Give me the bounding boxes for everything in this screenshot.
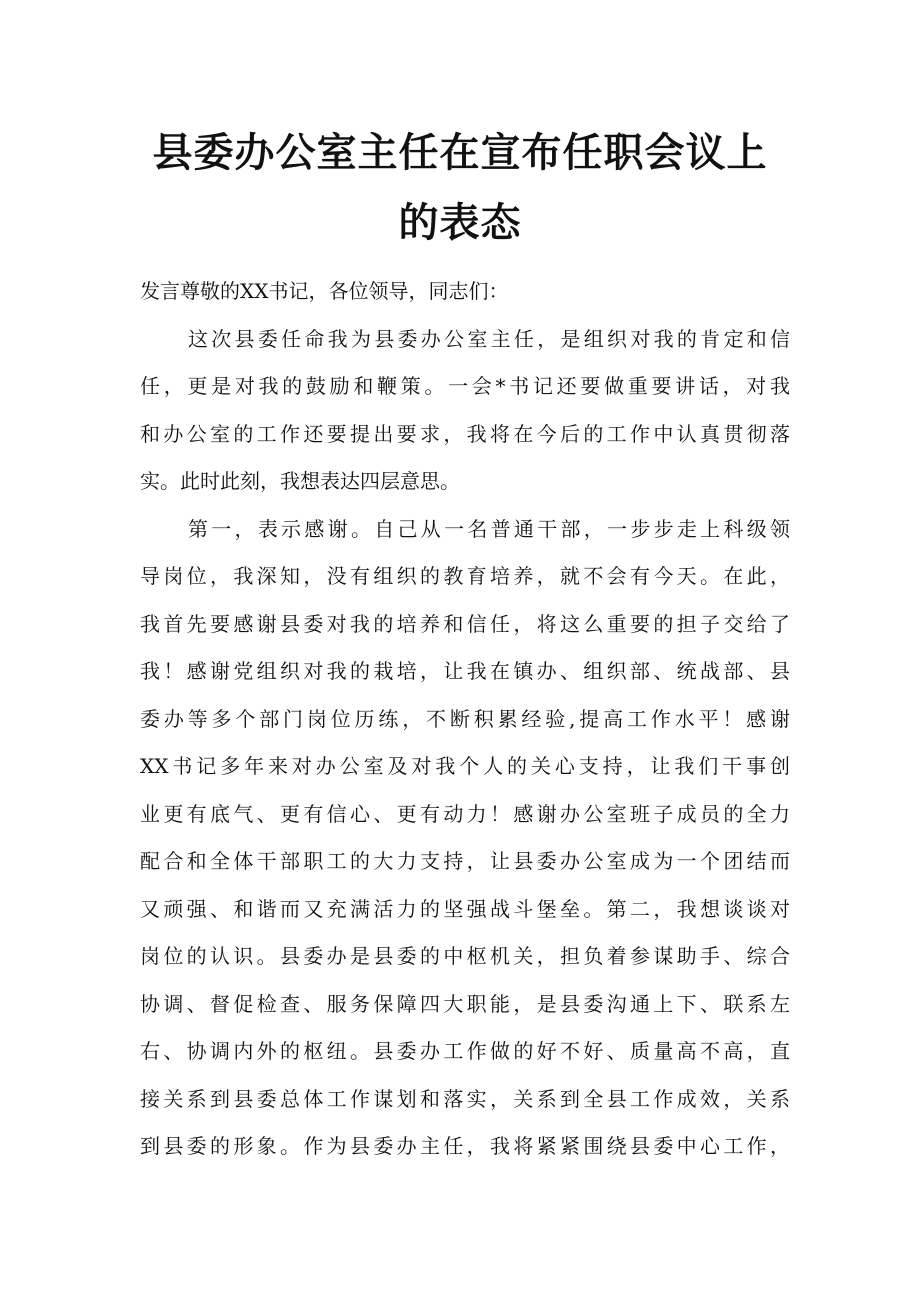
body-line: 协调、督促检查、服务保障四大职能，是县委沟通上下、联系左 [140, 992, 790, 1016]
body-line: 业更有底气、更有信心、更有动力！感谢办公室班子成员的全力 [140, 802, 790, 826]
body-line: 这次县委任命我为县委办公室主任，是组织对我的肯定和信 [188, 327, 790, 351]
body-line: XX书记多年来对办公室及对我个人的关心支持，让我们干事创 [140, 754, 790, 778]
body-line: 又顽强、和谐而又充满活力的坚强战斗堡垒。第二，我想谈谈对 [140, 897, 790, 921]
body-line: 和办公室的工作还要提出要求，我将在今后的工作中认真贯彻落 [140, 422, 790, 446]
body-line: 我！感谢党组织对我的栽培，让我在镇办、组织部、统战部、县 [140, 659, 790, 683]
body-line: 到县委的形象。作为县委办主任，我将紧紧围绕县委中心工作， [140, 1134, 790, 1158]
body-line: 导岗位，我深知，没有组织的教育培养，就不会有今天。在此， [140, 564, 790, 588]
body-line: 第一，表示感谢。自己从一名普通干部，一步步走上科级领 [188, 517, 790, 541]
body-line: 岗位的认识。县委办是县委的中枢机关，担负着参谋助手、综合 [140, 944, 790, 968]
document-title-line-1: 县委办公室主任在宣布任职会议上 [152, 130, 768, 176]
body-line: 配合和全体干部职工的大力支持，让县委办公室成为一个团结而 [140, 849, 790, 873]
body-line: 我首先要感谢县委对我的培养和信任，将这么重要的担子交给了 [140, 612, 790, 636]
document-title-line-2: 的表态 [398, 200, 522, 246]
body-line: 接关系到县委总体工作谋划和落实，关系到全县工作成效，关系 [140, 1087, 790, 1111]
body-line: 发言尊敬的XX书记，各位领导，同志们： [140, 279, 509, 303]
body-line: 实。此时此刻，我想表达四层意思。 [140, 469, 460, 493]
body-line: 委办等多个部门岗位历练，不断积累经验,提高工作水平！感谢 [140, 707, 790, 731]
body-line: 右、协调内外的枢纽。县委办工作做的好不好、质量高不高，直 [140, 1039, 790, 1063]
body-line: 任，更是对我的鼓励和鞭策。一会*书记还要做重要讲话，对我 [140, 374, 790, 398]
